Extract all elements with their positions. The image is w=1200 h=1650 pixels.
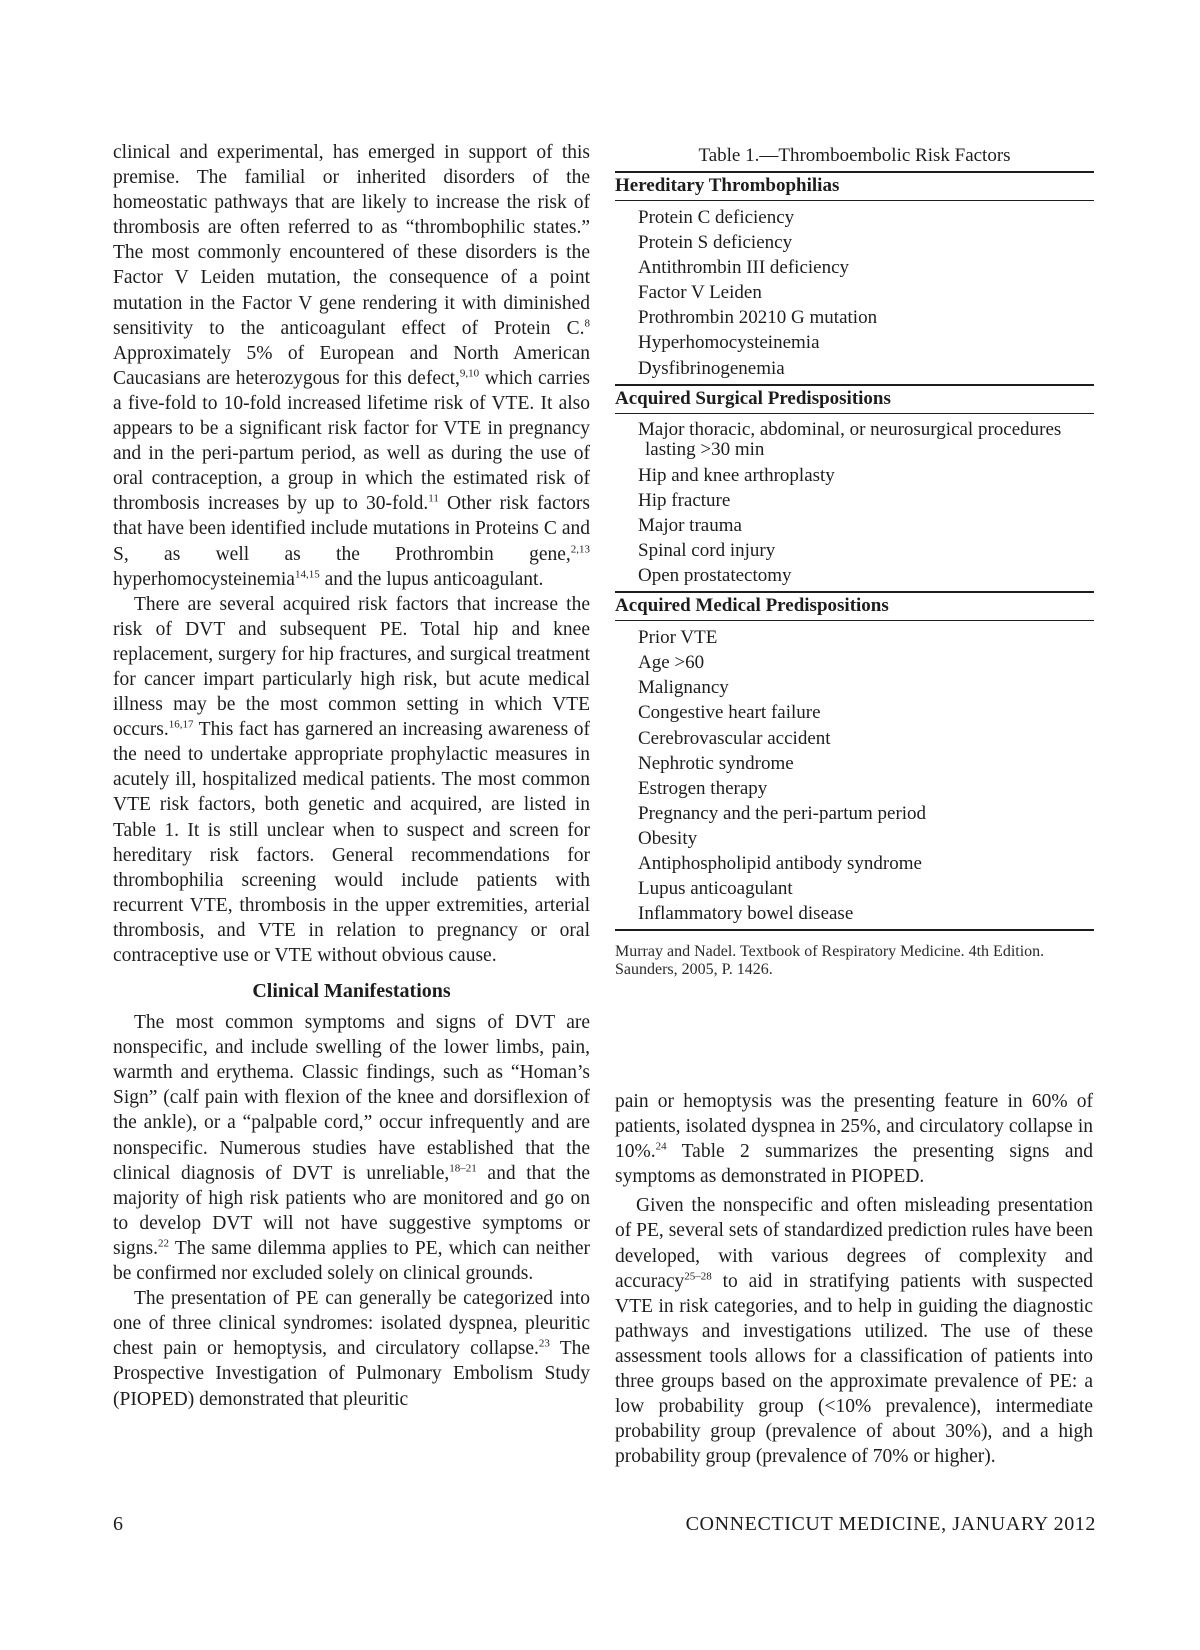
citation-ref: 24 bbox=[655, 1140, 667, 1153]
text-run: The presentation of PE can generally be categorized into one of three clinical syndromes: isolated dyspnea, pleuritic chest pain or hemoptysis, and circulatory collapse. bbox=[113, 1288, 590, 1360]
table-item: Nephrotic syndrome bbox=[638, 752, 794, 774]
text-run: The Prospective Investigation of Pulmonary Embolism Study (PIOPED) demonstrated that pleuritic bbox=[113, 1338, 591, 1410]
body-paragraph bbox=[113, 1010, 590, 1286]
table-item: Hip and knee arthroplasty bbox=[638, 464, 835, 486]
text-run: clinical and experimental, has emerged in support of this premise. The familial or inherited disorders of the homeostatic pathways that are likely to increase the risk of thrombosis are often referred to as “thrombophilic states.” The most commonly encountered of these disorders is the Factor V Leiden mutation, the consequence of a point mutation in the Factor V gene rendering it with diminished sensitivity to the anticoagulant effect of Protein C. bbox=[113, 142, 590, 339]
table-section-surgical: Acquired Surgical Predispositions bbox=[615, 384, 1094, 414]
table-item: Malignancy bbox=[638, 677, 729, 699]
text-run: Given the nonspecific and often misleading presentation of PE, several sets of standardized prediction rules have been developed, with various degrees of complexity and accuracy bbox=[615, 1195, 1093, 1292]
text-run: and the lupus anticoagulant. bbox=[319, 568, 544, 590]
table-item: Factor V Leiden bbox=[638, 282, 762, 304]
table-bottom-rule bbox=[615, 929, 1094, 931]
right-column bbox=[615, 1089, 1093, 1469]
text-run: and that the majority of high risk patients who are monitored and go on to develop DVT will not have suggestive symptoms or signs. bbox=[113, 1162, 590, 1259]
left-column bbox=[113, 140, 590, 1412]
item-text-continued: lasting >30 min bbox=[645, 438, 765, 460]
citation-ref: 8 bbox=[584, 317, 590, 330]
table-item: Open prostatectomy bbox=[638, 565, 792, 587]
table-item: Antiphospholipid antibody syndrome bbox=[638, 852, 922, 874]
citation-ref: 18–21 bbox=[449, 1162, 477, 1175]
body-paragraph bbox=[615, 1089, 1093, 1189]
text-run: Table 2 summarizes the presenting signs and symptoms as demonstrated in PIOPED. bbox=[615, 1141, 1093, 1188]
surgical-list bbox=[615, 418, 1094, 588]
table-item: Major trauma bbox=[638, 514, 742, 536]
table-item: Protein C deficiency bbox=[638, 207, 795, 228]
text-run: This fact has garnered an increasing awareness of the need to undertake appropriate prophylactic measures in acutely ill, hospitalized medical patients. The most common VTE risk factors, both genetic and acquired, are listed in Table 1. It is still unclear when to suspect and screen for hereditary risk factors. General recommendations for thrombophilia screening would include patients with recurrent VTE, thrombosis in the upper extremities, arterial thrombosis, and VTE in relation to pregnancy or oral contraceptive use or VTE without obvious cause. bbox=[113, 719, 590, 966]
table-item: Hip fracture bbox=[638, 489, 731, 511]
table-item: Hyperhomocysteinemia bbox=[638, 332, 820, 354]
text-run: hyperhomocysteinemia bbox=[113, 568, 295, 590]
text-run: to aid in stratifying patients with suspected VTE in risk categories, and to help in guiding the diagnostic pathways and investigations utilized. The use of these assessment tools allows for a classification of patients into three groups based on the approximate prevalence of PE: a low probability group (<10% prevalence), intermediate probability group (prevalence of about 30%), and a high probability group (prevalence of 70% or higher). bbox=[615, 1270, 1093, 1468]
citation-ref: 25–28 bbox=[684, 1270, 712, 1283]
table-item: Congestive heart failure bbox=[638, 702, 821, 724]
text-run: Approximately 5% of European and North American Caucasians are heterozygous for this defect, bbox=[113, 342, 590, 389]
table-item bbox=[615, 418, 1094, 463]
body-paragraph bbox=[113, 592, 590, 968]
citation-ref: 16,17 bbox=[168, 718, 194, 731]
citation-ref: 23 bbox=[538, 1337, 550, 1350]
table-item: Spinal cord injury bbox=[638, 539, 776, 561]
text-run: Other risk factors that have been identified include mutations in Proteins C and S, as well as the Prothrombin gene, bbox=[113, 493, 590, 565]
text-run: pain or hemoptysis was the presenting feature in 60% of patients, isolated dyspnea in 25%, and circulatory collapse in 10%. bbox=[615, 1091, 1093, 1163]
text-run: which carries a five-fold to 10-fold increased lifetime risk of VTE. It also appears to be a significant risk factor for VTE in pregnancy and in the peri-partum period, as well as during the use of oral contraception, a group in which the estimated risk of thrombosis increases by up to 30-fold. bbox=[113, 367, 590, 515]
table-item: Pregnancy and the peri-partum period bbox=[638, 802, 927, 824]
hereditary-list bbox=[615, 205, 1094, 381]
table-item: Inflammatory bowel disease bbox=[638, 903, 854, 925]
table-item: Cerebrovascular accident bbox=[638, 727, 831, 749]
table-item: Obesity bbox=[638, 827, 698, 849]
table-item: Lupus anticoagulant bbox=[638, 878, 793, 900]
citation-ref: 14,15 bbox=[294, 568, 320, 581]
table-section-medical: Acquired Medical Predispositions bbox=[615, 591, 1094, 621]
risk-factors-table bbox=[615, 143, 1094, 979]
medical-list bbox=[615, 625, 1094, 926]
citation-ref: 9,10 bbox=[459, 367, 480, 380]
page-number: 6 bbox=[113, 1513, 123, 1535]
text-run: There are several acquired risk factors that increase the risk of DVT and subsequent PE. Total hip and knee replacement, surgery for hip fractures, and surgical treatment for cancer impart particularly high risk, but acute medical illness may be the most common setting in which VTE occurs. bbox=[113, 593, 590, 741]
citation-ref: 11 bbox=[428, 492, 439, 505]
table-source: Murray and Nadel. Textbook of Respiratory Medicine. 4th Edition. Saunders, 2005, P. 1426. bbox=[615, 943, 1045, 979]
table-item: Age >60 bbox=[638, 652, 705, 674]
table-item: Prior VTE bbox=[638, 627, 718, 649]
table-item: Protein S deficiency bbox=[638, 232, 793, 254]
journal-footer: CONNECTICUT MEDICINE, JANUARY 2012 bbox=[685, 1513, 1096, 1535]
text-run: The same dilemma applies to PE, which can neither be confirmed nor excluded solely on clinical grounds. bbox=[113, 1237, 590, 1285]
item-text: Major thoracic, abdominal, or neurosurgical procedures bbox=[638, 418, 1062, 440]
text-run: The most common symptoms and signs of DVT are nonspecific, and include swelling of the lower limbs, pain, warmth and erythema. Classic findings, such as “Homan’s Sign” (calf pain with flexion of the knee and dorsiflexion of the ankle), or a “palpable cord,” occur infrequently and are nonspecific. Numerous studies have established that the clinical diagnosis of DVT is unreliable, bbox=[113, 1012, 590, 1184]
table-item: Dysfibrinogenemia bbox=[638, 357, 785, 379]
table-item: Antithrombin III deficiency bbox=[638, 257, 850, 279]
citation-ref: 2,13 bbox=[570, 543, 590, 555]
table-section-hereditary: Hereditary Thrombophilias bbox=[615, 171, 1094, 201]
section-heading: Clinical Manifestations bbox=[252, 980, 451, 1003]
table-item: Estrogen therapy bbox=[638, 777, 768, 799]
body-paragraph bbox=[113, 140, 590, 592]
body-paragraph bbox=[113, 1286, 590, 1411]
table-title: Table 1.—Thromboembolic Risk Factors bbox=[698, 145, 1011, 166]
citation-ref: 22 bbox=[157, 1237, 169, 1250]
table-item: Prothrombin 20210 G mutation bbox=[638, 307, 878, 329]
body-paragraph bbox=[615, 1193, 1093, 1469]
